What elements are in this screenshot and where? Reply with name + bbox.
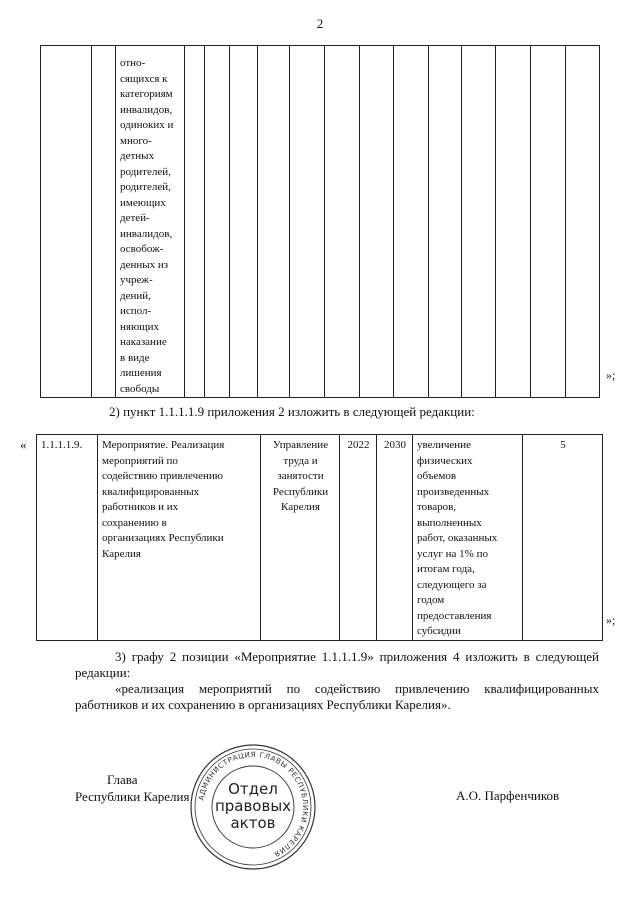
signature-name: А.О. Парфенчиков xyxy=(456,788,560,803)
signature-title: Глава Республики Карелия xyxy=(75,772,190,804)
official-stamp xyxy=(188,742,318,872)
measure-executor: Управление труда и занятости Республики Карелия xyxy=(261,435,340,641)
stamp-line-1: Отдел xyxy=(228,780,278,798)
table-row xyxy=(37,435,603,641)
stamp-line-3: актов xyxy=(230,814,276,832)
stamp-ring-text: АДМИНИСТРАЦИЯ ГЛАВЫ РЕСПУБЛИКИ КАРЕЛИЯ xyxy=(196,749,311,859)
target-group-cell xyxy=(116,46,185,398)
item-3 xyxy=(75,649,599,713)
stamp-line-2: правовых xyxy=(214,797,292,815)
target-group-text: отно- сящихся к категориям инвалидов, одиноких и много- детных родителей, родителей, имеющих детей- инвалидов, освобож- денных из учреж- дений, испол- няющих наказание в виде лишения свободы xyxy=(120,57,174,395)
item-3-text: 3) графу 2 позиции «Мероприятие 1.1.1.1.9» приложения 4 изложить в следующей редакции: xyxy=(75,649,599,680)
page-number: 2 xyxy=(316,16,324,31)
table1-close-quote: »; xyxy=(606,368,616,382)
measure-number: 1.1.1.1.9. xyxy=(37,435,98,641)
continuation-table xyxy=(40,45,600,398)
table-row xyxy=(41,46,600,398)
measure-year-end: 2030 xyxy=(377,435,413,641)
measure-result: увеличение физических объемов произведенных товаров, выполненных работ, оказанных услуг на 1% по итогам года, следующего за годом предоставления субсидии xyxy=(413,435,523,641)
table2-open-quote: « xyxy=(20,437,27,452)
measure-link: 5 xyxy=(523,435,603,641)
measure-name: Мероприятие. Реализация мероприятий по содействию привлечению квалифицированных работников и их сохранению в организациях Республики Карелия xyxy=(98,435,261,641)
measure-year-start: 2022 xyxy=(340,435,377,641)
item-3-quote: «реализация мероприятий по содействию привлечению квалифицированных работников и их сохранению в организациях Республики Карелия». xyxy=(75,681,599,712)
table2-close-quote: »; xyxy=(606,613,616,627)
measure-table xyxy=(36,434,603,641)
item-2-text: 2) пункт 1.1.1.1.9 приложения 2 изложить в следующей редакции: xyxy=(109,404,475,419)
